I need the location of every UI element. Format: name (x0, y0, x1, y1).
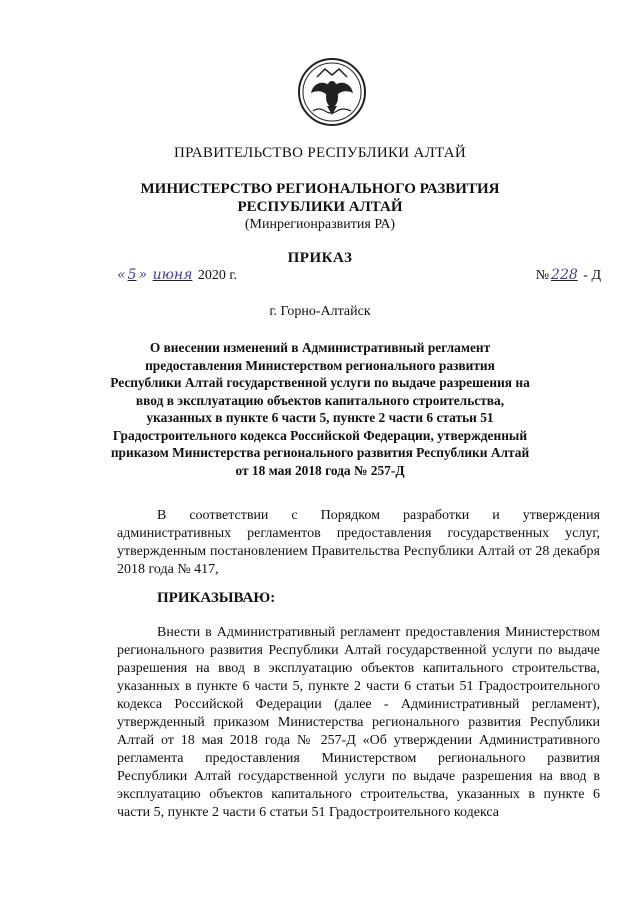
number-prefix: № (535, 268, 550, 283)
number-suffix: - Д (583, 268, 601, 283)
order-subject: О внесении изменений в Административный регламент предоставления Министерством регионального развития Республики Алтай государственной услуги по выдаче разрешения на ввод в эксплуатацию объектов капитального строительства, указанных в пункте 6 части 5, пункте 2 части 6 статьи 51 Градостроительного кодекса Российской Федерации, утвержденный приказом Министерства регионального развития Республики Алтай от 18 мая 2018 года № 257-Д (110, 340, 530, 478)
ministry-abbreviation: (Минрегионразвития РА) (244, 217, 396, 232)
city: г. Горно-Алтайск (269, 304, 371, 319)
order-date (117, 267, 237, 284)
date-open-quote: « (117, 267, 126, 283)
order-title: ПРИКАЗ (287, 250, 353, 266)
order-directive: ПРИКАЗЫВАЮ: (157, 590, 276, 606)
ministry-name (0, 180, 640, 216)
directive-paragraph: Внести в Административный регламент предоставления Министерством регионального развития Республики Алтай государственной услуги по выдаче разрешения на ввод в эксплуатацию объектов капитального строительства, указанных в пункте 6 части 5, пункте 2 части 6 статьи 51 Градостроительного кодекса Российской Федерации (далее - Административный регламент), утвержденный приказом Министерства регионального развития Республики Алтай от 18 мая 2018 года № 257-Д «Об утверждении Административного регламента предоставления Министерством регионального развития Республики Алтай государственной услуги по выдаче разрешения на ввод в эксплуатацию объектов капитального строительства, указанных в пункте 6 части 5, пункте 2 части 6 статьи 51 Градостроительного кодекса (117, 625, 600, 820)
date-close-quote: » (138, 267, 148, 283)
government-title: ПРАВИТЕЛЬСТВО РЕСПУБЛИКИ АЛТАЙ (173, 145, 467, 161)
date-month: июня (152, 267, 193, 283)
number-value: 228 (551, 267, 578, 283)
date-day: 5 (127, 267, 137, 283)
ministry-name-line2: РЕСПУБЛИКИ АЛТАЙ (237, 199, 403, 215)
preamble-paragraph: В соответствии с Порядком разработки и утверждения административных регламентов предоставления государственных услуг, утвержденным постановлением Правительства Республики Алтай от 28 декабря 2018 года № 417, (117, 508, 600, 577)
date-year: 2020 г. (197, 268, 238, 283)
ministry-name-line1: МИНИСТЕРСТВО РЕГИОНАЛЬНОГО РАЗВИТИЯ (140, 181, 500, 197)
order-number (536, 267, 601, 284)
coat-of-arms-icon (297, 57, 367, 127)
